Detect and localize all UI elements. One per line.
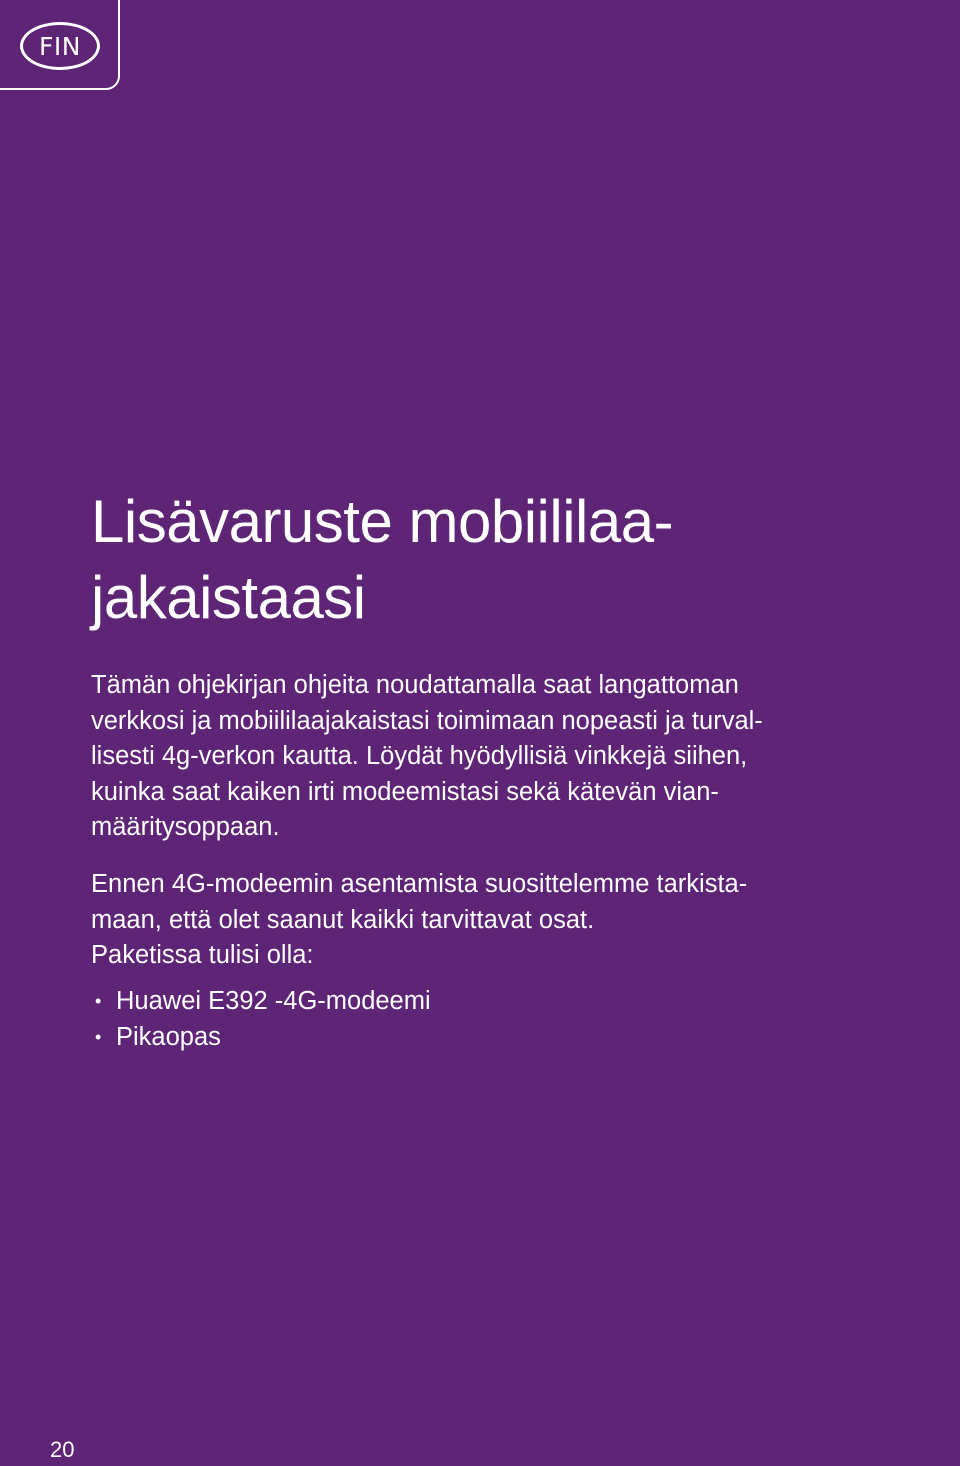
package-line: Paketissa tulisi olla: bbox=[91, 941, 314, 969]
language-badge-label: FIN bbox=[39, 31, 81, 61]
package-paragraph bbox=[91, 867, 881, 974]
bullet-icon: • bbox=[95, 1027, 102, 1047]
page-title bbox=[91, 484, 911, 636]
intro-line: kuinka saat kaiken irti modeemistasi sekä kätevän vian- bbox=[91, 777, 719, 806]
bullet-icon: • bbox=[95, 991, 102, 1011]
intro-line: verkkosi ja mobiililaajakaistasi toimimaan nopeasti ja turval- bbox=[91, 706, 763, 735]
page-number: 20 bbox=[50, 1437, 75, 1462]
intro-line: Tämän ohjekirjan ohjeita noudattamalla saat langattoman bbox=[91, 671, 739, 699]
package-contents-list bbox=[91, 983, 431, 1055]
title-line-2: jakaistaasi bbox=[91, 564, 366, 631]
package-line: maan, että olet saanut kaikki tarvittavat osat. bbox=[91, 905, 595, 934]
language-badge bbox=[20, 22, 100, 70]
list-item-label: Pikaopas bbox=[116, 1023, 221, 1051]
list-item-label: Huawei E392 -4G-modeemi bbox=[116, 987, 431, 1015]
title-line-1: Lisävaruste mobiililaa- bbox=[91, 488, 674, 555]
list-item bbox=[91, 1019, 431, 1055]
intro-paragraph bbox=[91, 668, 881, 846]
intro-line: määritysoppaan. bbox=[91, 813, 280, 841]
list-item bbox=[91, 983, 431, 1019]
package-line: Ennen 4G-modeemin asentamista suosittelemme tarkista- bbox=[91, 870, 748, 898]
intro-line: lisesti 4g-verkon kautta. Löydät hyödyllisiä vinkkejä siihen, bbox=[91, 742, 748, 770]
